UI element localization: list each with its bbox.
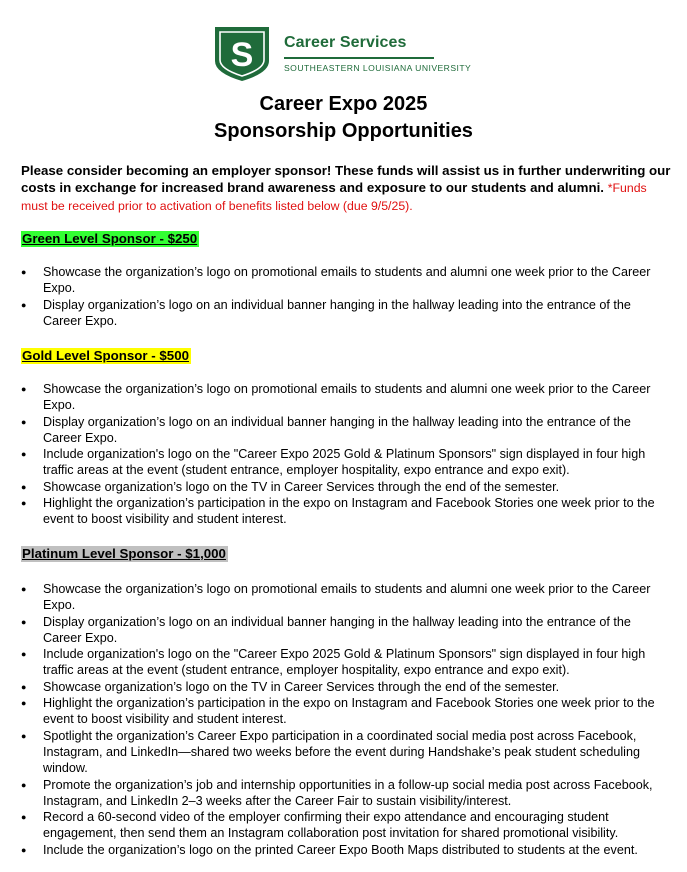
list-item: ● Promote the organization’s job and internship opportunities in a follow-up social media post across Facebook, Instagram, and LinkedIn 2–3 weeks after the Career Fair to sustain visibility/interest. <box>21 777 671 810</box>
gold-level-heading: Gold Level Sponsor - $500 <box>22 348 189 363</box>
list-item: ● Display organization’s logo on an individual banner hanging in the hallway leading into the entrance of the Career Expo. <box>21 614 671 647</box>
list-item: ● Include organization's logo on the "Career Expo 2025 Gold & Platinum Sponsors" sign displayed in four high traffic areas at the event (student entrance, employer hospitality, expo entrance and expo exit). <box>21 446 671 479</box>
page-title: Career Expo 2025 <box>259 93 428 115</box>
list-item: ● Showcase organization’s logo on the TV in Career Services through the end of the semester. <box>21 679 671 695</box>
list-item: ● Showcase organization’s logo on the TV in Career Services through the end of the semester. <box>21 479 671 495</box>
intro-text: Please consider becoming an employer sponsor! These funds will assist us in further underwriting our costs in exchange for increased brand awareness and exposure to our students and alumni. <box>21 163 671 195</box>
list-item: ● Spotlight the organization’s Career Expo participation in a coordinated social media post across Facebook, Instagram, and LinkedIn—shared two weeks before the event during Handshake’s peak student scheduling window. <box>21 728 671 777</box>
green-level-heading: Green Level Sponsor - $250 <box>22 231 198 246</box>
list-item: ● Highlight the organization’s participation in the expo on Instagram and Facebook Stories one week prior to the event to boost visibility and student interest. <box>21 495 671 528</box>
platinum-level-heading: Platinum Level Sponsor - $1,000 <box>22 546 226 561</box>
green-level-benefits <box>21 264 671 329</box>
gold-level-benefits <box>21 381 671 528</box>
list-item: ● Showcase the organization’s logo on promotional emails to students and alumni one week prior to the Career Expo. <box>21 264 671 297</box>
list-item: ● Showcase the organization’s logo on promotional emails to students and alumni one week prior to the Career Expo. <box>21 581 671 614</box>
career-services-logo <box>213 25 471 83</box>
list-item: ● Include the organization’s logo on the printed Career Expo Booth Maps distributed to students at the event. <box>21 842 671 858</box>
brand-name: Career Services <box>284 34 407 51</box>
list-item: ● Record a 60-second video of the employer confirming their expo attendance and encouraging student engagement, then send them an Instagram collaboration post invitation for shared promotional visibility. <box>21 809 671 842</box>
funds-deadline-note: *Funds must be received prior to activation of benefits listed below (due 9/5/25). <box>21 181 647 213</box>
brand-divider <box>284 57 434 59</box>
list-item: ● Highlight the organization’s participation in the expo on Instagram and Facebook Stories one week prior to the event to boost visibility and student interest. <box>21 695 671 728</box>
intro-paragraph <box>21 162 671 215</box>
list-item: ● Display organization’s logo on an individual banner hanging in the hallway leading into the entrance of the Career Expo. <box>21 297 671 330</box>
list-item: ● Display organization’s logo on an individual banner hanging in the hallway leading into the entrance of the Career Expo. <box>21 414 671 447</box>
list-item: ● Showcase the organization’s logo on promotional emails to students and alumni one week prior to the Career Expo. <box>21 381 671 414</box>
brand-subtitle: SOUTHEASTERN LOUISIANA UNIVERSITY <box>284 62 472 73</box>
brand-block <box>284 34 471 73</box>
logo-letter: S <box>230 36 254 74</box>
page-subtitle: Sponsorship Opportunities <box>214 120 473 142</box>
platinum-level-benefits <box>21 581 671 858</box>
shield-logo-icon <box>213 25 271 83</box>
list-item: ● Include organization's logo on the "Career Expo 2025 Gold & Platinum Sponsors" sign displayed in four high traffic areas at the event (student entrance, employer hospitality, expo entrance and expo exit). <box>21 646 671 679</box>
